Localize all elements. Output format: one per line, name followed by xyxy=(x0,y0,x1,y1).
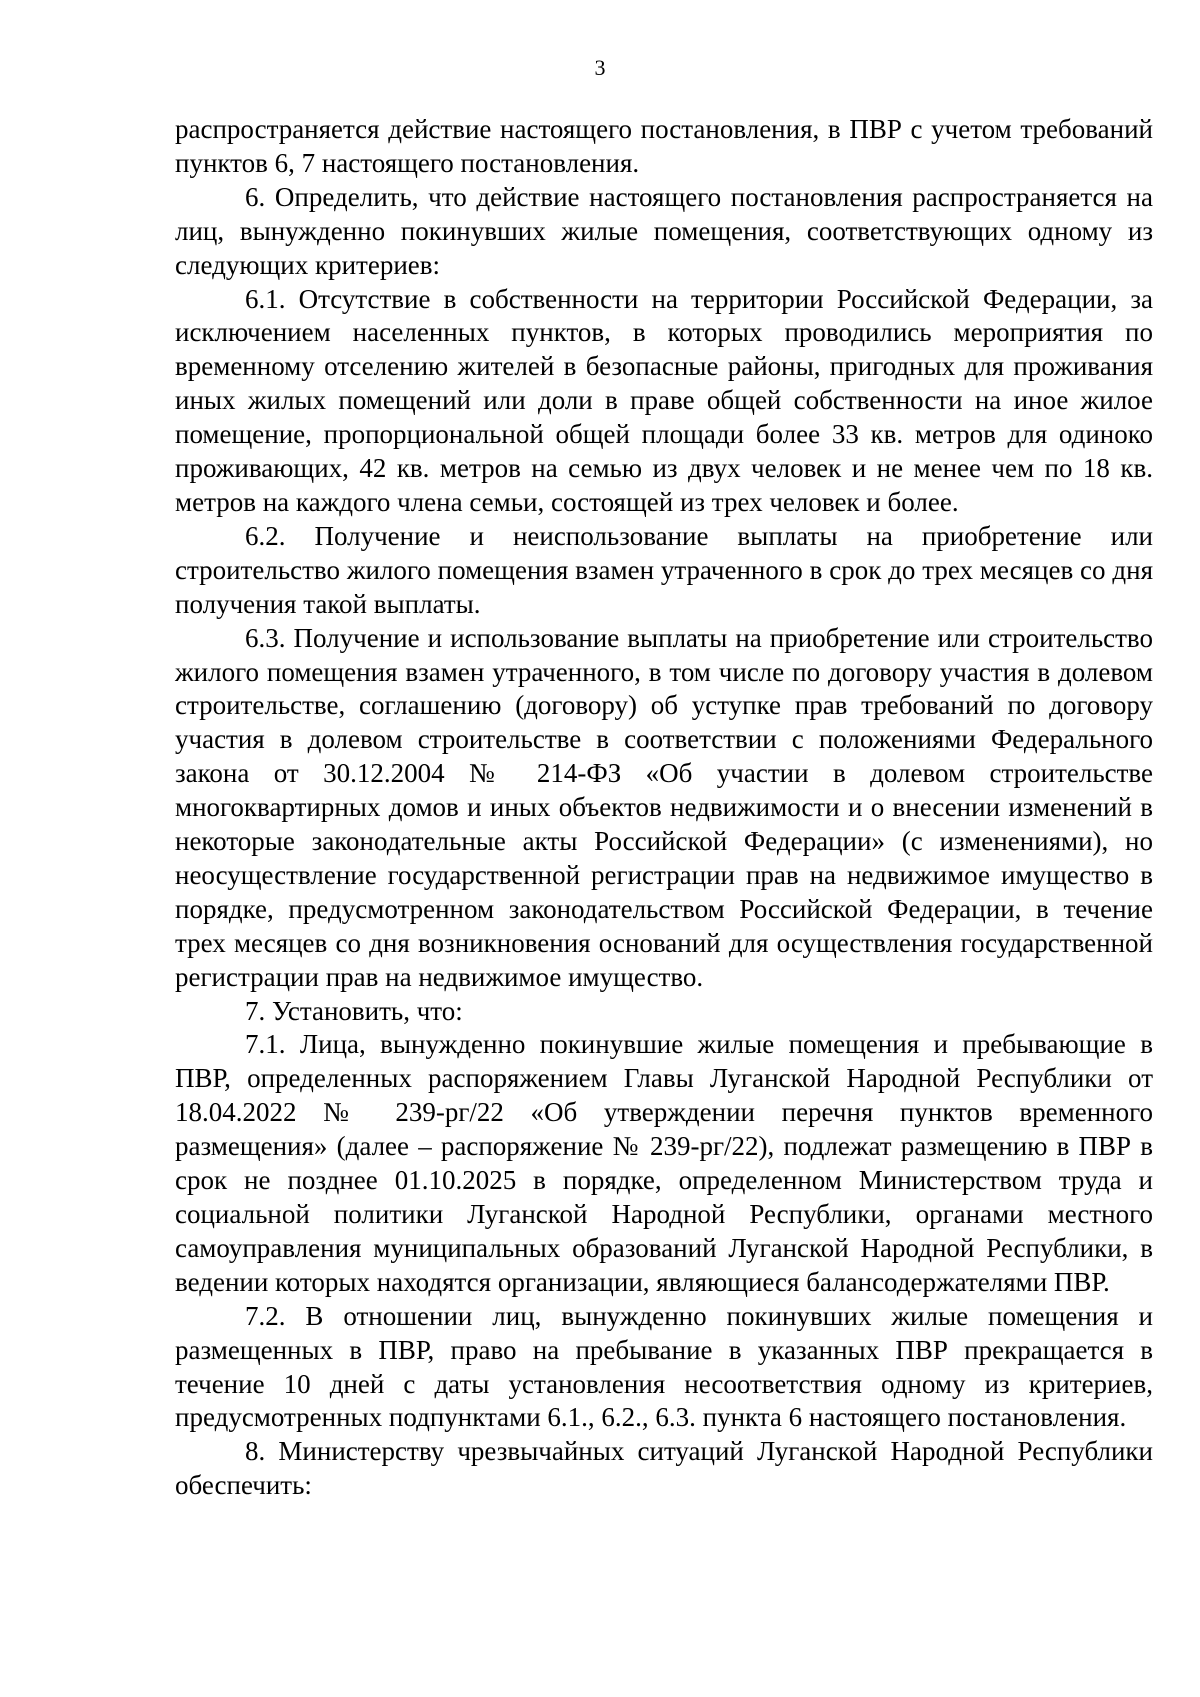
paragraph-item-6: 6. Определить, что действие настоящего постановления распространяется на лиц, вынужденно покинувших жилые помещения, соответствующих одному из следующих критериев: xyxy=(175,181,1153,280)
paragraph-item-8: 8. Министерству чрезвычайных ситуаций Луганской Народной Республики обеспечить: xyxy=(175,1436,1153,1501)
paragraph-item-7: 7. Установить, что: xyxy=(245,995,463,1026)
document-body xyxy=(175,113,1153,1503)
paragraph-item-6-3: 6.3. Получение и использование выплаты на приобретение или строительство жилого помещения взамен утраченного, в том числе по договору участия в долевом строительстве, соглашению (договору) об уступке прав требований по договору участия в долевом строительстве в соответствии с положениями Федерального закона от 30.12.2004 № 214-ФЗ «Об участии в долевом строительстве многоквартирных домов и иных объектов недвижимости и о внесении изменений в некоторые законодательные акты Российской Федерации» (с изменениями), но неосуществление государственной регистрации прав на недвижимое имущество в порядке, предусмотренном законодательством Российской Федерации, в течение трех месяцев со дня возникновения оснований для осуществления государственной регистрации прав на недвижимое имущество. xyxy=(175,622,1153,992)
page-number: 3 xyxy=(594,55,606,80)
paragraph-item-6-2: 6.2. Получение и неиспользование выплаты на приобретение или строительство жилого помещения взамен утраченного в срок до трех месяцев со дня получения такой выплаты. xyxy=(175,520,1153,619)
paragraph-item-6-1: 6.1. Отсутствие в собственности на территории Российской Федерации, за исключением населенных пунктов, в которых проводились мероприятия по временному отселению жителей в безопасные районы, пригодных для проживания иных жилых помещений или доли в праве общей собственности на иное жилое помещение, пропорциональной общей площади более 33 кв. метров для одиноко проживающих, 42 кв. метров на семью из двух человек и не менее чем по 18 кв. метров на каждого члена семьи, состоящей из трех человек и более. xyxy=(175,283,1153,517)
paragraph-item-7-2: 7.2. В отношении лиц, вынужденно покинувших жилые помещения и размещенных в ПВР, право на пребывание в указанных ПВР прекращается в течение 10 дней с даты установления несоответствия одному из критериев, предусмотренных подпунктами 6.1., 6.2., 6.3. пункта 6 настоящего постановления. xyxy=(175,1300,1153,1433)
paragraph-item-7-1: 7.1. Лица, вынужденно покинувшие жилые помещения и пребывающие в ПВР, определенных распоряжением Главы Луганской Народной Республики от 18.04.2022 № 239-рг/22 «Об утверждении перечня пунктов временного размещения» (далее – распоряжение № 239-рг/22), подлежат размещению в ПВР в срок не позднее 01.10.2025 в порядке, определенном Министерством труда и социальной политики Луганской Народной Республики, органами местного самоуправления муниципальных образований Луганской Народной Республики, в ведении которых находятся организации, являющиеся балансодержателями ПВР. xyxy=(175,1029,1153,1297)
paragraph-continuation: распространяется действие настоящего постановления, в ПВР с учетом требований пунктов 6, 7 настоящего постановления. xyxy=(175,114,1153,178)
